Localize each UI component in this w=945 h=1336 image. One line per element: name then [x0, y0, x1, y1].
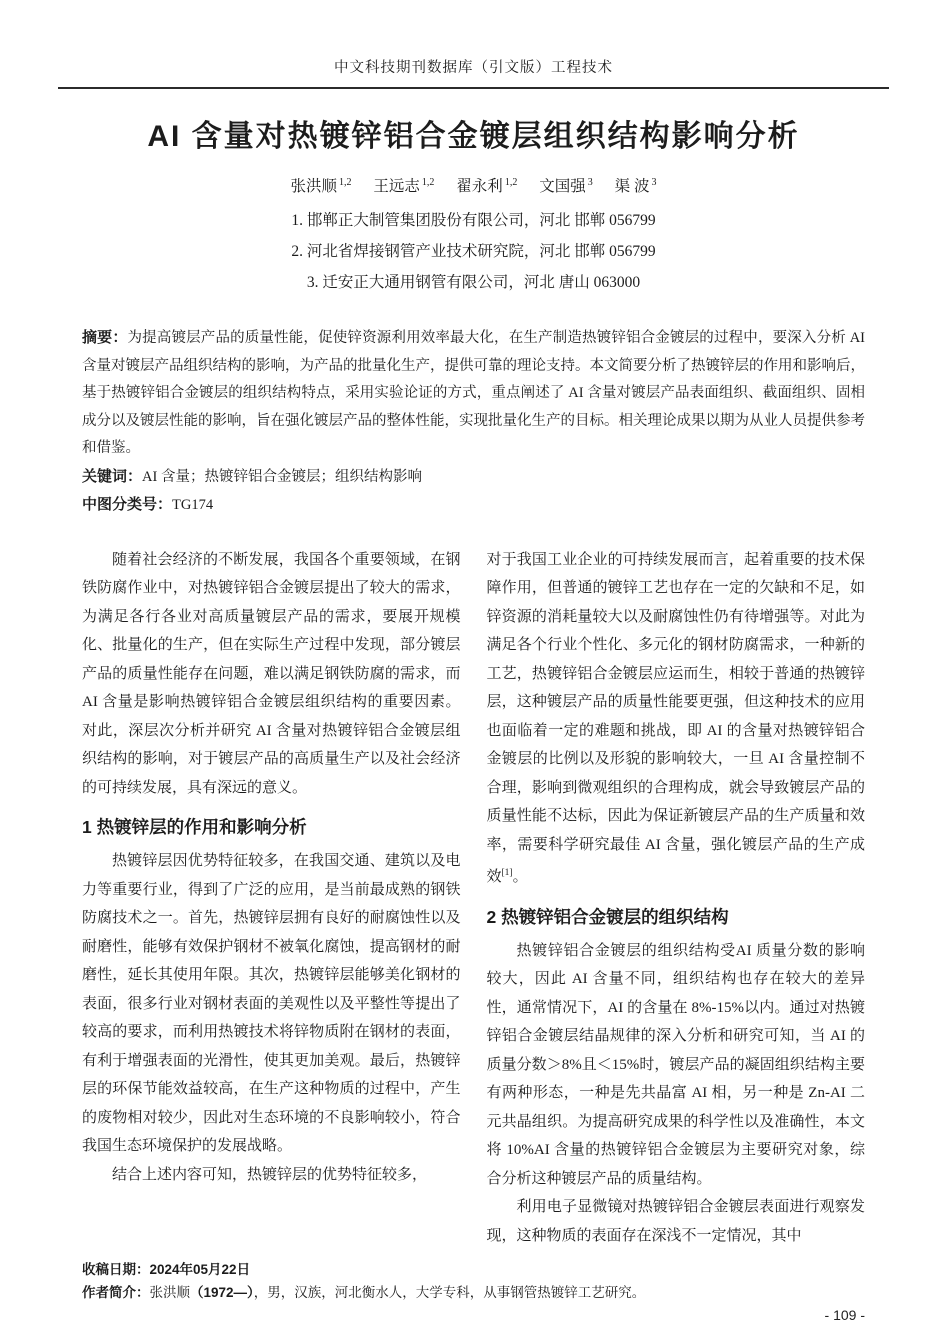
affiliations: [82, 205, 865, 298]
author-name: 文国强: [539, 178, 586, 196]
abstract-label: 摘要：: [82, 329, 128, 347]
abstract-text: 为提高镀层产品的质量性能，促使锌资源利用效率最大化，在生产制造热镀锌铝合金镀层的过程中，要深入分析 AI 含量对镀层产品组织结构的影响，为产品的批量化生产，提供可靠的理论支持。本文简要分析了热镀锌层的作用和影响后，基于热镀锌铝合金镀层的组织结构特点，采用实验论证的方式，重点阐述了 AI 含量对镀层产品表面组织、截面组织、固相成分以及镀层性能的影响，旨在强化镀层产品的整体性能，实现批量化生产的目标。相关理论成果以期为从业人员提供参考和借鉴。: [82, 330, 865, 457]
clc-label: 中图分类号：: [82, 496, 173, 514]
received-date-label: 收稿日期：: [82, 1262, 150, 1278]
author-bio-year: （1972—）: [190, 1285, 254, 1301]
section-1-paragraph: 热镀锌层因优势特征较多，在我国交通、建筑以及电力等重要行业，得到了广泛的应用，是当前最成熟的钢铁防腐技术之一。首先，热镀锌层拥有良好的耐腐蚀性以及耐磨性，能够有效保护钢材不被氧化腐蚀，提高钢材的耐磨性，延长其使用年限。其次，热镀锌层能够美化钢材的表面，很多行业对钢材表面的美观性以及平整性等提出了较高的要求，而利用热镀技术将锌物质附在钢材的表面，有利于增强表面的光滑性，使其更加美观。最后，热镀锌层的环保节能效益较高，在生产这种物质的过程中，产生的废物相对较少，因此对生态环境的不良影响较小，符合我国生态环境保护的发展战略。: [82, 853, 461, 1155]
author: [615, 171, 657, 199]
author: [456, 171, 517, 199]
received-date-line: [82, 1258, 865, 1281]
continuation-paragraph: [487, 546, 866, 892]
section-2-paragraph-2: 利用电子显微镜对热镀锌铝合金镀层表面进行观察发现，这种物质的表面存在深浅不一定情况，其中: [486, 1199, 865, 1244]
footnote-block: [82, 1258, 865, 1304]
received-date-value: 2024年05月22日: [149, 1262, 251, 1278]
body-columns: [82, 546, 865, 1251]
intro-paragraph: 随着社会经济的不断发展，我国各个重要领域，在钢铁防腐作业中，对热镀锌铝合金镀层提出了较大的需求，为满足各行各业对高质量镀层产品的需求，要展开规模化、批量化的生产，但在实际生产过程中发现，部分镀层产品的质量性能存在问题，难以满足钢铁防腐的需求，而 AI 含量是影响热镀锌铝合金镀层组织结构的重要因素。对此，深层次分析并研究 AI 含量对热镀锌铝合金镀层组织结构的影响，对于镀层产品的高质量生产以及社会经济的可持续发展，具有深远的意义。: [82, 551, 461, 796]
section-2-paragraph: 热镀锌铝合金镀层的组织结构受AI 质量分数的影响较大，因此 AI 含量不同，组织结构也存在较大的差异性，通常情况下，AI 的含量在 8%-15%以内。通过对热镀锌铝合金镀层结晶规律的深入分析和研究可知，当 AI 的质量分数＞8%且＜15%时，镀层产品的凝固组织结构主要有两种形态，一种是先共晶富 AI 相，另一种是 Zn-AI 二元共晶组织。为提高研究成果的科学性以及准确性，本文将 10%AI 含量的热镀锌铝合金镀层为主要研究对象，综合分析这种镀层产品的质量结构。: [486, 942, 865, 1187]
author-affiliation-sup: 1,2: [339, 177, 352, 188]
section-1-heading: 1 热镀锌层的作用和影响分析: [82, 817, 307, 838]
author-name: 王远志: [373, 178, 420, 196]
authors-line: [82, 171, 865, 199]
reference-1-marker: [1]: [501, 868, 513, 879]
clc-value: TG174: [172, 497, 214, 514]
author: [539, 171, 593, 199]
right-column: [487, 546, 866, 1251]
author-bio-text: ，男，汉族，河北衡水人，大学专科，从事钢管热镀锌工艺研究。: [253, 1285, 646, 1301]
author-affiliation-sup: 1,2: [504, 177, 518, 188]
author: [373, 171, 434, 199]
affiliation-1: 1. 邯郸正大制管集团股份有限公司，河北 邯郸 056799: [291, 212, 656, 230]
keywords-line: [82, 463, 865, 492]
clc-line: [82, 491, 865, 520]
page-number: - 109 -: [824, 1307, 865, 1324]
author-name: 张洪顺: [290, 178, 338, 196]
continuation-text: 对于我国工业企业的可持续发展而言，起着重要的技术保障作用，但普通的镀锌工艺也存在一定的欠缺和不足，如锌资源的消耗量较大以及耐腐蚀性仍有待增强等。对此为满足各个行业个性化、多元化的钢材防腐需求，一种新的工艺，热镀锌铝合金镀层应运而生，相较于普通的热镀锌层，这种镀层产品的质量性能要更强，但这种技术的应用也面临着一定的难题和挑战，即 AI 的含量对热镀锌铝合金镀层的比例以及形貌的影响较大，一旦 AI 含量控制不合理，影响到微观组织的合理构成，就会导致镀层产品的质量性能不达标，因此为保证新镀层产品的生产质量和效率，需要科学研究最佳 AI 含量，强化镀层产品的生产成效: [486, 551, 865, 886]
paper-title: AI 含量对热镀锌铝合金镀层组织结构影响分析: [147, 120, 800, 153]
abstract: [82, 324, 865, 463]
affiliation-3: 3. 迁安正大通用钢管有限公司，河北 唐山 063000: [306, 274, 641, 292]
author: [291, 171, 352, 199]
author-name: 翟永利: [456, 178, 503, 196]
author-affiliation-sup: 1,2: [421, 177, 435, 188]
affiliation-2: 2. 河北省焊接钢管产业技术研究院，河北 邯郸 056799: [291, 243, 656, 261]
left-column: [82, 546, 461, 1251]
journal-header: 中文科技期刊数据库（引文版）工程技术: [58, 58, 889, 89]
section-2-heading: 2 热镀锌铝合金镀层的组织结构: [486, 906, 729, 927]
keywords-label: 关键词：: [82, 467, 143, 485]
keywords-text: AI 含量；热镀锌铝合金镀层；组织结构影响: [142, 468, 422, 485]
section-1-paragraph-cont: 结合上述内容可知，热镀锌层的优势特征较多，: [112, 1166, 428, 1183]
author-affiliation-sup: 3: [587, 177, 593, 188]
author-bio-name: 张洪顺: [149, 1285, 190, 1301]
author-name: 渠 波: [614, 178, 650, 196]
author-bio-label: 作者简介：: [82, 1285, 150, 1301]
author-affiliation-sup: 3: [651, 177, 657, 188]
continuation-end: 。: [512, 869, 528, 886]
author-bio-line: [82, 1281, 865, 1304]
